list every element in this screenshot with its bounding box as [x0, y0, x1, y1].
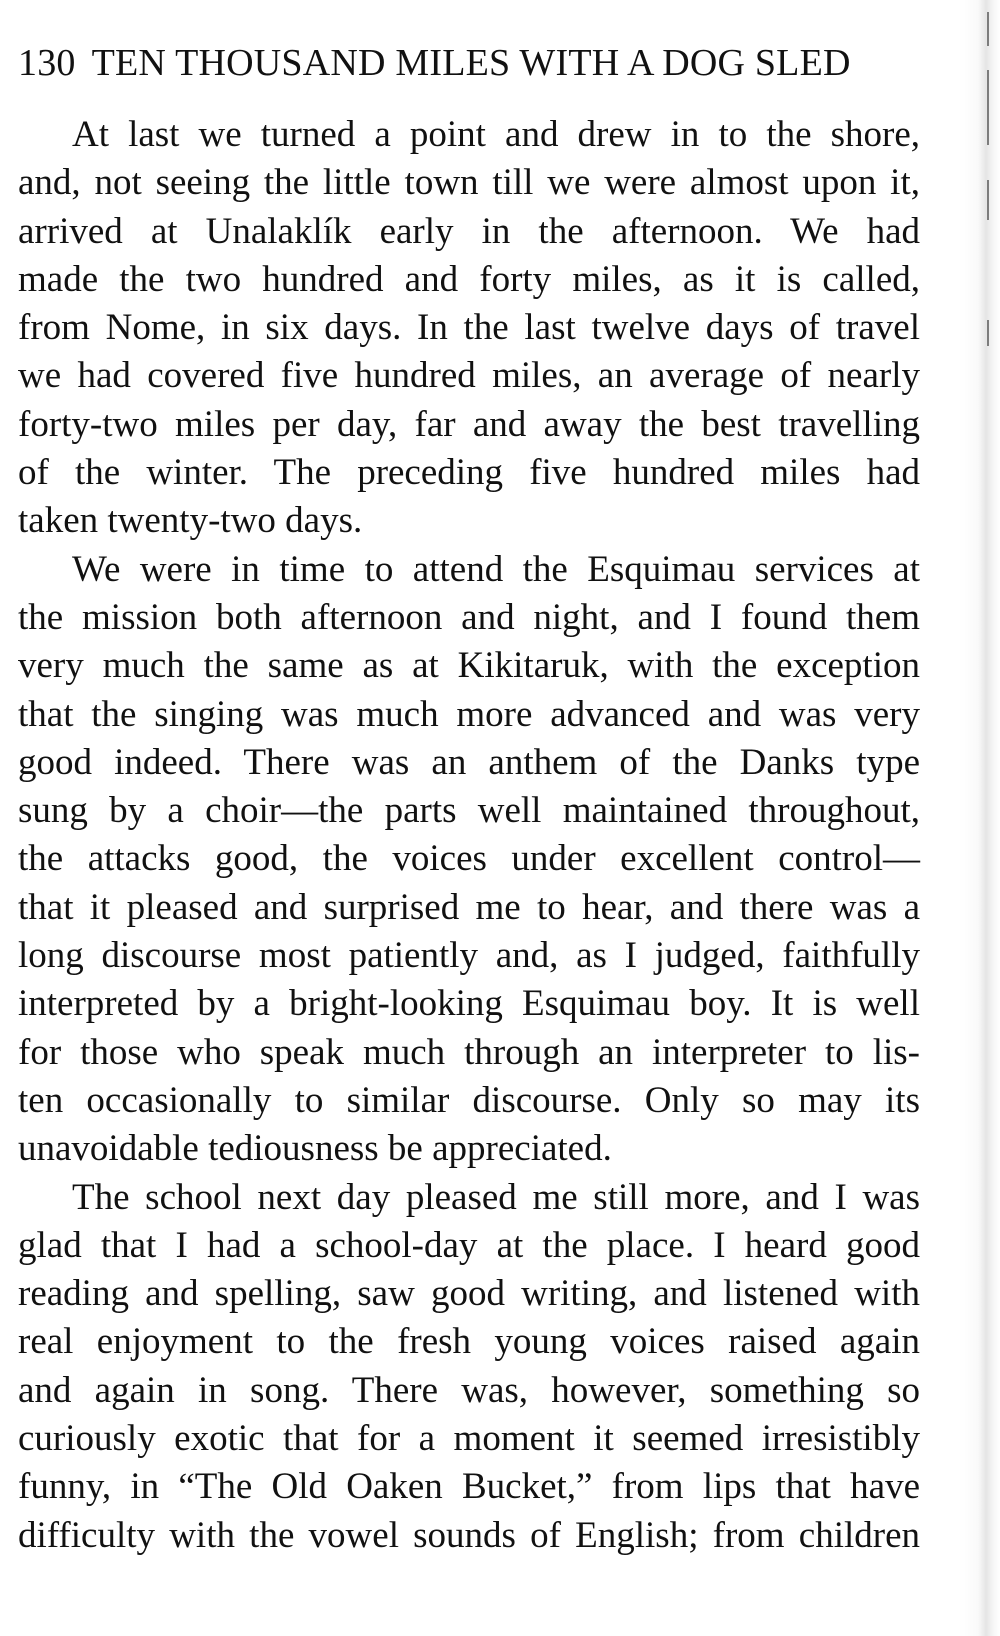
text-line: for those who speak much through an interpreter to lis-: [18, 1031, 920, 1073]
text-line: real enjoyment to the fresh young voices raised again: [18, 1321, 920, 1363]
text-line: The school next day pleased me still more, and I was: [72, 1176, 920, 1218]
text-line: that it pleased and surprised me to hear, and there was a: [18, 886, 920, 928]
edge-speckle: [987, 12, 989, 46]
running-title: TEN THOUSAND MILES WITH A DOG SLED: [91, 42, 851, 84]
edge-speckle: [987, 70, 989, 145]
edge-speckle: [987, 320, 989, 346]
text-line: funny, in “The Old Oaken Bucket,” from lips that have: [18, 1466, 920, 1508]
text-line: we had covered five hundred miles, an average of nearly: [18, 355, 920, 397]
paragraph-2: [18, 546, 920, 1174]
running-header: [18, 38, 938, 88]
text-line: arrived at Unalaklík early in the afternoon. We had: [18, 210, 920, 252]
text-line: difficulty with the vowel sounds of English; from children: [18, 1514, 920, 1556]
text-line: taken twenty-two days.: [18, 500, 363, 542]
text-line: the mission both afternoon and night, and I found them: [18, 596, 920, 638]
text-line: very much the same as at Kikitaruk, with the exception: [18, 645, 920, 687]
edge-speckle: [987, 180, 989, 220]
text-line: the attacks good, the voices under excellent control—: [18, 838, 920, 880]
text-line: and again in song. There was, however, something so: [18, 1369, 920, 1411]
text-line: of the winter. The preceding five hundred miles had: [18, 452, 920, 494]
text-line: We were in time to attend the Esquimau services at: [72, 548, 920, 590]
text-line: glad that I had a school-day at the place. I heard good: [18, 1224, 920, 1266]
text-line: and, not seeing the little town till we were almost upon it,: [18, 162, 920, 204]
page-number: 130: [18, 42, 76, 84]
paragraph-3: [18, 1174, 920, 1560]
text-line: good indeed. There was an anthem of the Danks type: [18, 741, 920, 783]
paragraph-1: [18, 111, 920, 546]
text-line: curiously exotic that for a moment it seemed irresistibly: [18, 1418, 920, 1460]
text-line: sung by a choir—the parts well maintained throughout,: [18, 790, 920, 832]
text-line: At last we turned a point and drew in to the shore,: [72, 114, 920, 155]
text-line: made the two hundred and forty miles, as it is called,: [18, 258, 920, 300]
page-edge-shadow: [958, 0, 1000, 1636]
text-line: from Nome, in six days. In the last twelve days of travel: [18, 307, 920, 349]
text-line: that the singing was much more advanced and was very: [18, 693, 920, 735]
text-line: forty-two miles per day, far and away the best travelling: [18, 403, 920, 445]
text-line: reading and spelling, saw good writing, and listened with: [18, 1273, 920, 1315]
body-text: [18, 111, 920, 1560]
text-line: ten occasionally to similar discourse. Only so may its: [18, 1079, 920, 1121]
text-line: unavoidable tediousness be appreciated.: [18, 1128, 612, 1170]
text-line: interpreted by a bright-looking Esquimau boy. It is well: [18, 983, 920, 1025]
text-line: long discourse most patiently and, as I judged, faithfully: [18, 935, 920, 977]
